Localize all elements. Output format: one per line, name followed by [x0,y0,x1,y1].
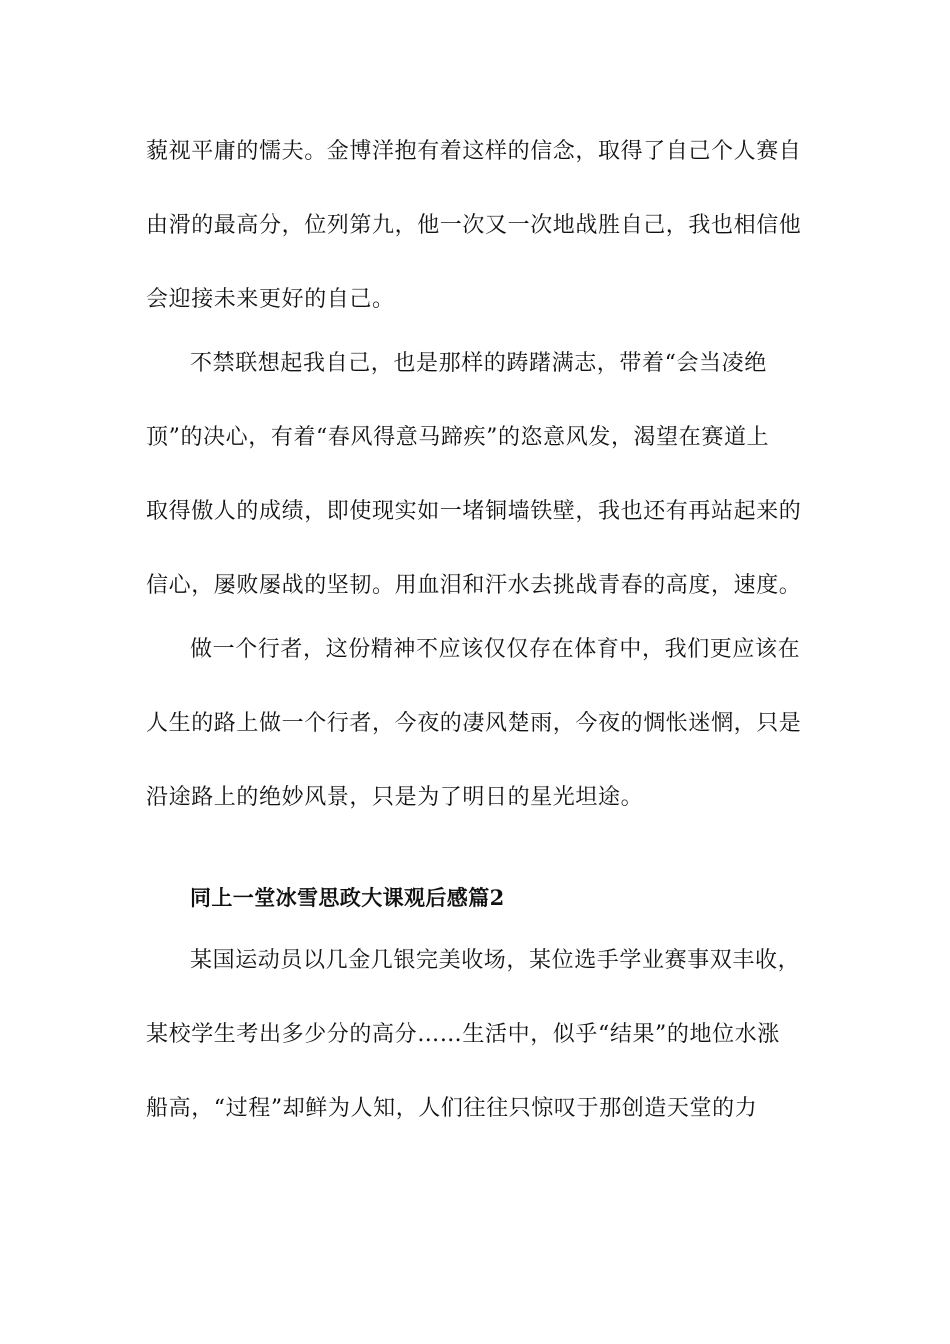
paragraph-2-line-4: 信心，屡败屡战的坚韧。用血泪和汗水去挑战青春的高度，速度。 [146,573,802,598]
paragraph-2-line-3: 取得傲人的成绩，即使现实如一堵铜墙铁壁，我也还有再站起来的 [146,499,802,524]
paragraph-4-line-2: 某校学生考出多少分的高分……生活中，似乎“结果”的地位水涨 [146,1022,780,1047]
paragraph-3-line-1: 做一个行者，这份精神不应该仅仅存在体育中，我们更应该在 [190,637,801,662]
paragraph-2-line-2: 顶”的决心，有着“春风得意马蹄疾”的恣意风发，渴望在赛道上 [146,425,770,450]
paragraph-1-line-3: 会迎接未来更好的自己。 [146,287,395,312]
paragraph-2-line-1: 不禁联想起我自己，也是那样的踌躇满志，带着“会当凌绝 [190,351,767,376]
paragraph-1-line-2: 由滑的最高分，位列第九，他一次又一次地战胜自己，我也相信他 [146,213,802,238]
paragraph-3-line-3: 沿途路上的绝妙风景，只是为了明日的星光坦途。 [146,785,644,810]
section-heading: 同上一堂冰雪思政大课观后感篇2 [190,885,505,910]
paragraph-4-line-1: 某国运动员以几金几银完美收场，某位选手学业赛事双丰收， [190,948,801,973]
paragraph-4-line-3: 船高，“过程”却鲜为人知，人们往往只惊叹于那创造天堂的力 [146,1096,758,1121]
paragraph-1-line-1: 藐视平庸的懦夫。金博洋抱有着这样的信念，取得了自己个人赛自 [146,139,802,164]
paragraph-3-line-2: 人生的路上做一个行者，今夜的凄风楚雨，今夜的惆怅迷惘，只是 [146,711,802,736]
